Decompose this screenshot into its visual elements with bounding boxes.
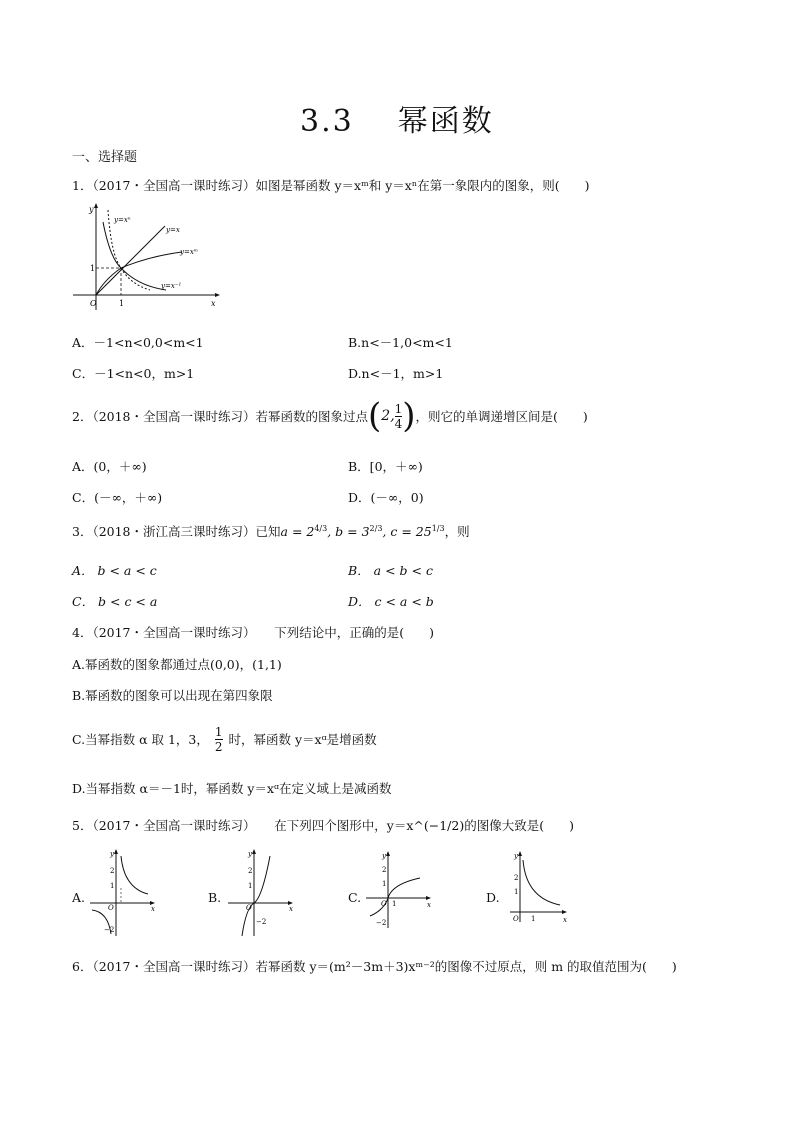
q4-stem: 4．（2017・全国高一课时练习） 下列结论中，正确的是( ) [72, 625, 435, 640]
q2-option-c: C．(－∞，＋∞) [72, 490, 163, 505]
q3-option-d: D． c < a < b [348, 594, 434, 609]
q2-option-d: D．(－∞，0) [348, 490, 424, 505]
q3-option-b: B． a < b < c [348, 563, 433, 578]
q3-expr-b: , b = 3 [327, 524, 370, 539]
q1-stem: 1．（2017・全国高一课时练习）如图是幂函数 y＝xᵐ和 y＝xⁿ在第一象限内的图象，则( ) [72, 178, 590, 193]
q5-option-a-label: A. [72, 890, 86, 905]
q4-option-a: A.幂函数的图象都通过点(0,0)，(1,1) [72, 657, 282, 672]
q3-expr-c: , c = 25 [382, 524, 432, 539]
svg-text:y: y [248, 850, 252, 858]
q5-graph-c [364, 850, 434, 930]
q1-one-x: 1 [119, 299, 125, 308]
q4-option-c-b: 时，幂函数 y＝xᵅ是增函数 [228, 732, 377, 747]
q4-option-c-frac [215, 725, 223, 754]
svg-text:x: x [563, 916, 567, 924]
q3-option-c: C． b < c < a [72, 594, 158, 609]
q2-paren-right: ) [402, 396, 416, 436]
q5-option-d-label: D. [486, 890, 500, 905]
svg-text:O: O [513, 915, 519, 923]
q1-label-yx: y=x [166, 226, 180, 234]
svg-text:1: 1 [248, 882, 253, 890]
q3-stem-a: 3．（2018・浙江高三课时练习）已知 [72, 524, 281, 539]
q1-option-a: A．－1<n<0,0<m<1 [72, 335, 204, 350]
svg-text:O: O [381, 900, 387, 908]
svg-text:2: 2 [514, 874, 519, 882]
q1-origin-label: O [90, 299, 97, 308]
q1-x-label: x [211, 299, 216, 308]
q5-option-c-label: C. [348, 890, 362, 905]
q2-point-frac [395, 402, 403, 431]
svg-text:1: 1 [382, 880, 387, 888]
svg-text:−2: −2 [256, 918, 267, 926]
q4-frac-den: 2 [214, 739, 223, 754]
svg-text:y: y [110, 850, 114, 858]
svg-text:x: x [289, 905, 293, 913]
q1-option-d: D.n<－1，m>1 [348, 366, 444, 381]
svg-text:−2: −2 [376, 919, 387, 927]
q6-stem: 6．（2017・全国高一课时练习）若幂函数 y＝(m²－3m＋3)xᵐ⁻²的图像不过原点，则 m 的取值范围为( ) [72, 959, 677, 974]
q4-option-c-a: C.当幂指数 α 取 1，3， [72, 732, 209, 747]
title-text: 幂函数 [397, 104, 494, 139]
q4-option-b: B.幂函数的图象可以出现在第四象限 [72, 688, 273, 703]
q1-graph [70, 200, 220, 312]
q2-option-b: B．[0，＋∞) [348, 459, 423, 474]
q4-option-d: D.当幂指数 α＝－1时，幂函数 y＝xᵅ在定义域上是减函数 [72, 781, 392, 796]
q1-option-b: B.n<－1,0<m<1 [348, 335, 453, 350]
q2-stem-a: 2．（2018・全国高一课时练习）若幂函数的图象过点 [72, 409, 369, 424]
q5-graph-b [226, 848, 296, 940]
q4-option-c [72, 720, 377, 758]
svg-text:2: 2 [248, 867, 253, 875]
q2-frac-den: 4 [394, 416, 403, 431]
svg-text:1: 1 [110, 882, 115, 890]
q1-y-arrow [94, 203, 98, 208]
svg-text:2: 2 [110, 867, 115, 875]
svg-text:x: x [427, 901, 431, 909]
svg-text:O: O [108, 904, 114, 912]
page-title [300, 96, 494, 140]
q1-option-c: C．－1<n<0，m>1 [72, 366, 195, 381]
q3-exp-b: 2/3 [369, 523, 383, 533]
q4-frac-num: 1 [214, 724, 223, 739]
q2-point-x: 2, [381, 408, 395, 424]
title-number: 3.3 [300, 104, 354, 139]
q5-graph-d [506, 850, 570, 926]
q3-expr-a: a = 2 [280, 524, 315, 539]
q2-stem-b: ，则它的单调递增区间是( ) [415, 409, 588, 424]
svg-text:x: x [151, 905, 155, 913]
q1-x-arrow [215, 293, 220, 297]
q1-y-label: y [89, 205, 94, 214]
q5-graph-a [88, 848, 158, 940]
q2-paren-left: ( [368, 396, 382, 436]
q3-option-a: A． b < a < c [72, 563, 157, 578]
q1-one-y: 1 [90, 264, 96, 273]
q5-option-b-label: B. [208, 890, 222, 905]
q3-stem [72, 522, 470, 540]
svg-text:1: 1 [392, 900, 397, 908]
q2-stem [72, 396, 588, 436]
q1-label-yxn: y=xⁿ [114, 216, 131, 224]
svg-text:O: O [246, 904, 252, 912]
svg-text:y: y [382, 852, 386, 860]
svg-text:1: 1 [531, 915, 536, 923]
svg-text:2: 2 [382, 866, 387, 874]
q2-frac-num: 1 [394, 401, 403, 416]
q3-exp-c: 1/3 [431, 523, 445, 533]
svg-text:−2: −2 [104, 926, 115, 934]
svg-text:1: 1 [514, 888, 519, 896]
q1-label-yxm: y=xᵐ [180, 248, 199, 256]
q3-stem-b: ，则 [444, 524, 470, 539]
svg-text:y: y [514, 852, 518, 860]
section-heading: 一、选择题 [72, 150, 138, 165]
q3-exp-a: 4/3 [314, 523, 328, 533]
q2-option-a: A．(0，＋∞) [72, 459, 147, 474]
q5-stem: 5．（2017・全国高一课时练习） 在下列四个图形中，y＝x^(−1/2)的图像大致是( ) [72, 818, 574, 833]
q1-label-yxinv: y=x⁻¹ [161, 282, 182, 290]
